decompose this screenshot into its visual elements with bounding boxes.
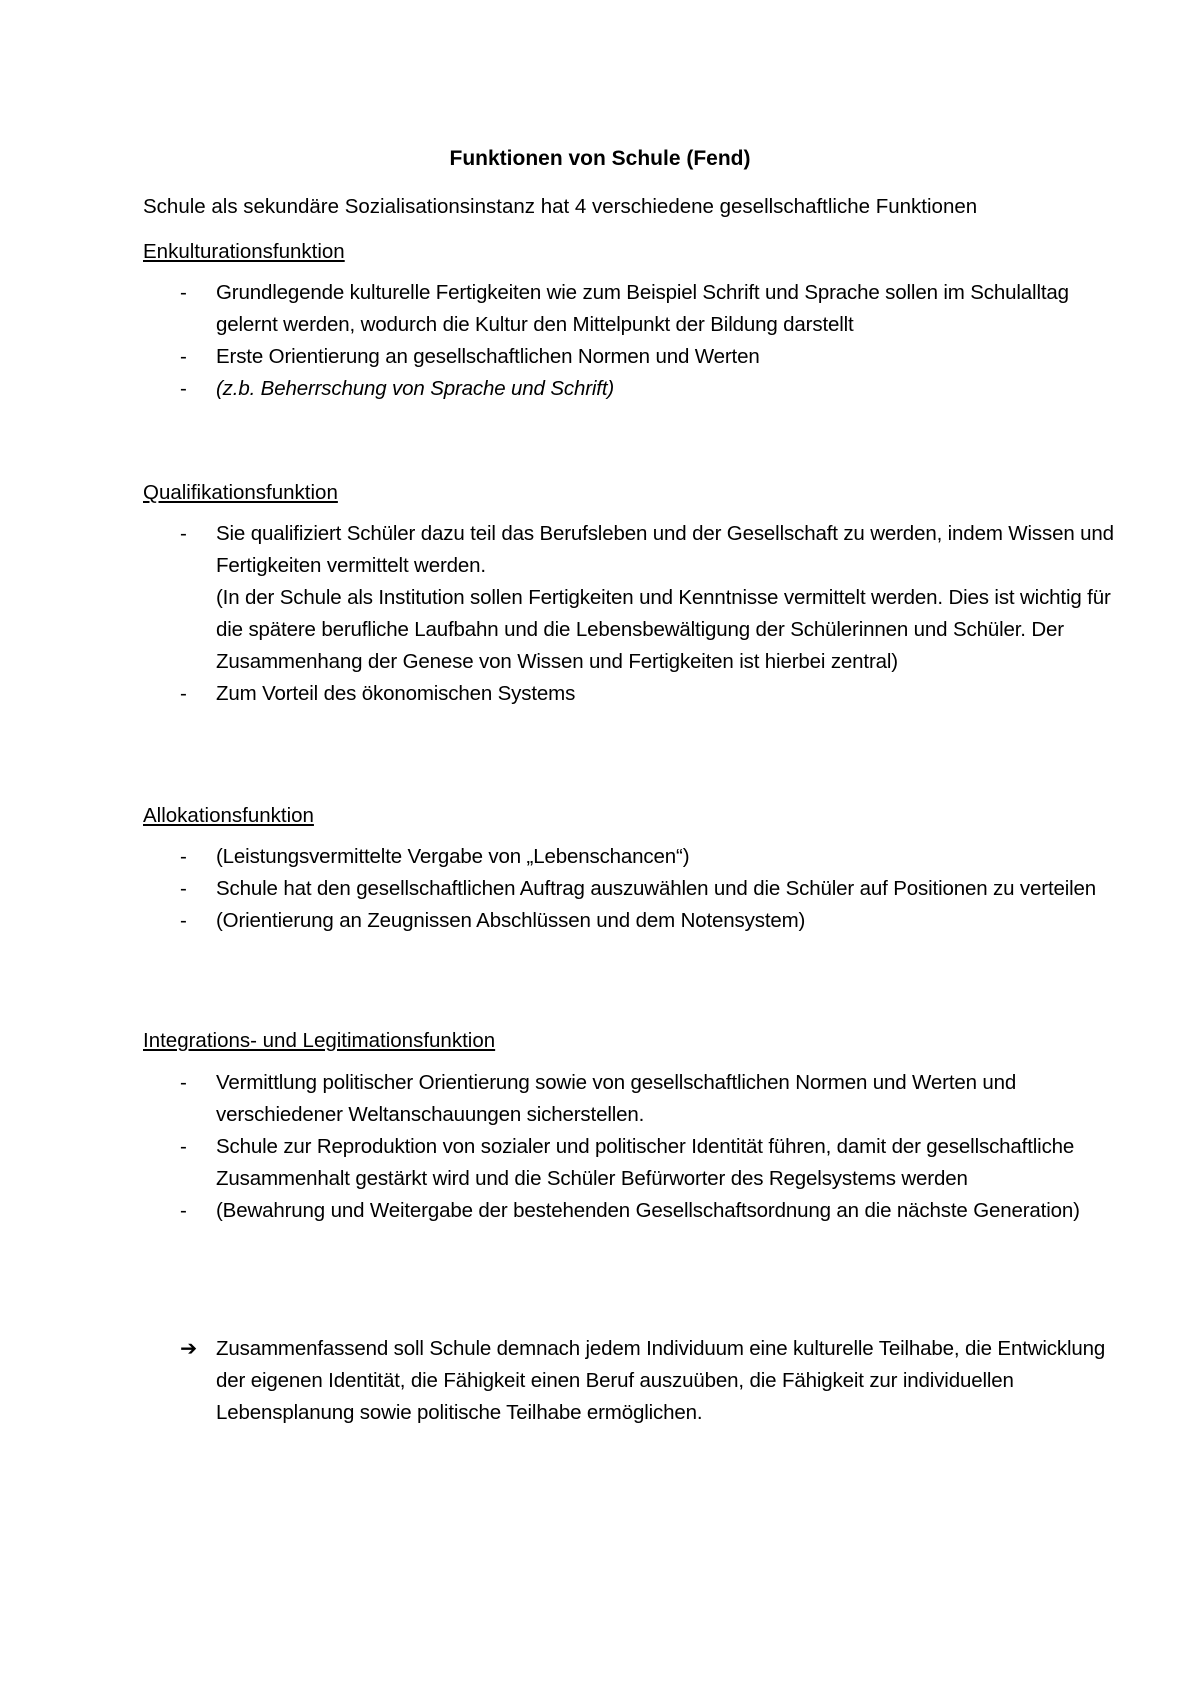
- section-heading-enkulturation: Enkulturationsfunktion: [143, 240, 345, 263]
- list-item: [0, 678, 1120, 710]
- list-item-text: Grundlegende kulturelle Fertigkeiten wie zum Beispiel Schrift und Sprache sollen im Schulalltag gelernt werden, wodurch die Kultur den Mittelpunkt der Bildung darstellt: [216, 281, 1069, 336]
- conclusion-text: Zusammenfassend soll Schule demnach jedem Individuum eine kulturelle Teilhabe, die Entwicklung der eigenen Identität, die Fähigkeit einen Beruf auszuüben, die Fähigkeit zur individuellen Lebensplanung sowie politische Teilhabe ermöglichen.: [216, 1337, 1106, 1424]
- list-item-text: Erste Orientierung an gesellschaftlichen Normen und Werten: [216, 345, 760, 368]
- bullet-list-allokation: [0, 841, 1120, 937]
- bullet-dash: -: [180, 377, 187, 400]
- bullet-dash: -: [180, 909, 187, 932]
- section-heading-integration: Integrations- und Legitimationsfunktion: [143, 1029, 496, 1052]
- list-item: [0, 905, 1120, 937]
- right-arrow-icon: ➔: [180, 1337, 198, 1360]
- list-item-text: Sie qualifiziert Schüler dazu teil das Berufsleben und der Gesellschaft zu werden, indem Wissen und Fertigkeiten vermittelt werden.: [216, 522, 1114, 577]
- bullet-dash: -: [180, 682, 187, 705]
- bullet-list-enkulturation: [0, 277, 1120, 405]
- bullet-dash: -: [180, 845, 187, 868]
- list-item: [0, 841, 1120, 873]
- list-item: [0, 373, 1120, 405]
- list-item-text: (Orientierung an Zeugnissen Abschlüssen und dem Notensystem): [216, 909, 806, 932]
- bullet-dash: -: [180, 345, 187, 368]
- list-item-text: Schule hat den gesellschaftlichen Auftrag auszuwählen und die Schüler auf Positionen zu verteilen: [216, 877, 1097, 900]
- intro-paragraph: Schule als sekundäre Sozialisationsinstanz hat 4 verschiedene gesellschaftliche Funktionen: [143, 195, 978, 218]
- list-item: [0, 518, 1120, 582]
- section-heading-allokation: Allokationsfunktion: [143, 804, 314, 827]
- bullet-dash: -: [180, 281, 187, 304]
- list-item: [0, 873, 1120, 905]
- list-item-continuation: [0, 582, 1120, 678]
- list-item: [0, 1067, 1120, 1131]
- list-item-text: (z.b. Beherrschung von Sprache und Schrift): [216, 377, 615, 400]
- list-item: [0, 1131, 1120, 1195]
- list-item-text: (Leistungsvermittelte Vergabe von „Lebenschancen“): [216, 845, 690, 868]
- list-item: [0, 277, 1120, 341]
- bullet-list-integration: [0, 1067, 1120, 1227]
- conclusion-paragraph: [0, 1333, 1120, 1429]
- bullet-list-qualifikation: [0, 518, 1120, 710]
- bullet-dash: -: [180, 522, 187, 545]
- list-item: [0, 1195, 1120, 1227]
- list-item-text: Zum Vorteil des ökonomischen Systems: [216, 682, 576, 705]
- bullet-dash: -: [180, 877, 187, 900]
- document-title: Funktionen von Schule (Fend): [449, 147, 751, 170]
- bullet-dash: -: [180, 1199, 187, 1222]
- list-item-text: Schule zur Reproduktion von sozialer und politischer Identität führen, damit der gesellschaftliche Zusammenhalt gestärkt wird und die Schüler Befürworter des Regelsystems werden: [216, 1135, 1075, 1190]
- bullet-dash: -: [180, 1135, 187, 1158]
- list-item: [0, 341, 1120, 373]
- list-item-text: Vermittlung politischer Orientierung sowie von gesellschaftlichen Normen und Werten und verschiedener Weltanschauungen sicherstellen.: [216, 1071, 1017, 1126]
- list-item-text: (Bewahrung und Weitergabe der bestehenden Gesellschaftsordnung an die nächste Generation): [216, 1199, 1080, 1222]
- section-heading-qualifikation: Qualifikationsfunktion: [143, 481, 338, 504]
- list-item-text: (In der Schule als Institution sollen Fertigkeiten und Kenntnisse vermittelt werden. Dies ist wichtig für die spätere berufliche Laufbahn und die Lebensbewältigung der Schülerinnen und Schüler. Der Zusammenhang der Genese von Wissen und Fertigkeiten ist hierbei zentral): [216, 586, 1111, 673]
- bullet-dash: -: [180, 1071, 187, 1094]
